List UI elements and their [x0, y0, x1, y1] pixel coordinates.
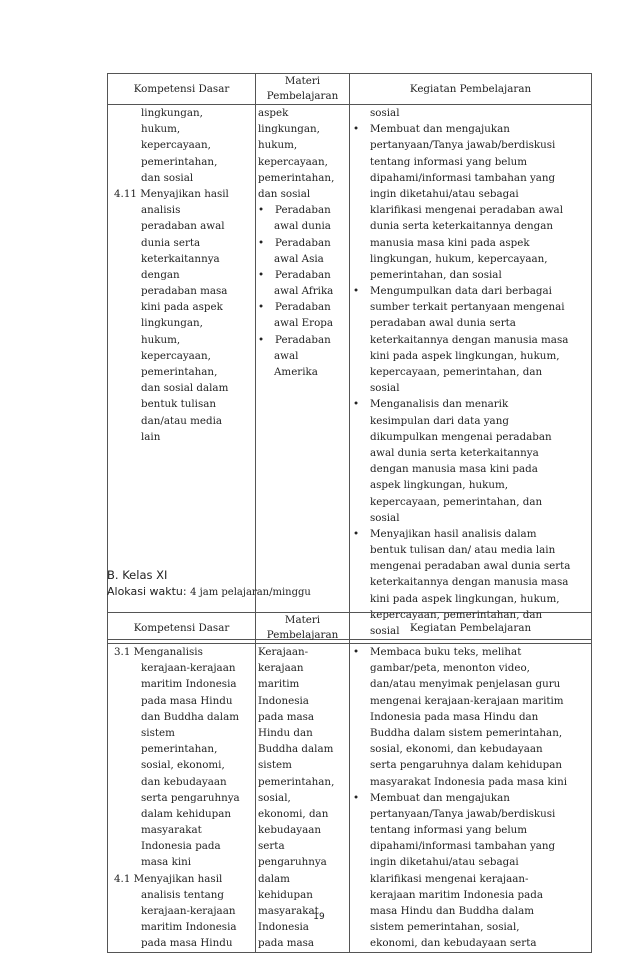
line-text: pemerintahan, — [141, 366, 218, 378]
text-line — [256, 154, 349, 170]
text-line — [256, 709, 349, 725]
text-line — [256, 267, 349, 283]
line-text: sistem — [141, 726, 175, 739]
text-line — [108, 283, 255, 299]
text-line — [256, 348, 349, 364]
text-line — [350, 790, 591, 806]
text-line — [350, 332, 591, 348]
text-line — [108, 725, 255, 741]
line-text: dan sosial — [141, 171, 194, 184]
line-text: masyarakat Indonesia pada masa kini — [370, 775, 567, 788]
text-line — [350, 709, 591, 725]
line-text: sistem pemerintahan, sosial, — [370, 921, 520, 934]
line-text: pemerintahan, — [141, 743, 218, 756]
text-line — [108, 202, 255, 218]
line-text: awal Asia — [274, 252, 324, 265]
line-text: awal Afrika — [274, 285, 334, 298]
line-text: dan sosial — [258, 187, 311, 200]
line-text: keterkaitannya dengan manusia masa — [370, 333, 569, 346]
line-text: dengan manusia masa kini pada — [370, 463, 538, 476]
text-line — [256, 693, 349, 709]
text-line — [256, 725, 349, 741]
text-line — [350, 105, 591, 121]
line-text: masyarakat — [141, 824, 202, 837]
line-text: tentang informasi yang belum — [370, 155, 528, 168]
page-number: 19 — [313, 912, 325, 922]
text-line — [350, 591, 591, 607]
text-line — [108, 741, 255, 757]
table-header-row — [108, 74, 592, 105]
line-text: bentuk tulisan — [141, 398, 217, 411]
line-text: serta pengaruhnya dalam kehidupan — [370, 759, 562, 772]
line-text: Indonesia pada — [141, 840, 221, 853]
line-text: masyarakat — [258, 905, 319, 917]
text-line — [108, 871, 255, 887]
bullet-icon: • — [353, 398, 360, 411]
text-line — [256, 774, 349, 790]
line-text: kepercayaan, pemerintahan, dan — [370, 366, 543, 378]
line-text: Peradaban — [275, 268, 331, 281]
text-line — [256, 105, 349, 121]
text-line — [256, 235, 349, 251]
text-line — [256, 332, 349, 348]
line-text: dunia serta keterkaitannya dengan — [370, 220, 554, 233]
line-text: dan Buddha dalam — [141, 710, 239, 723]
bullet-icon: • — [258, 236, 265, 249]
text-line — [108, 299, 255, 315]
text-line — [108, 154, 255, 170]
text-line — [350, 693, 591, 709]
line-text: pertanyaan/Tanya jawab/berdiskusi — [370, 807, 556, 820]
text-line — [350, 526, 591, 542]
line-text: Peradaban — [275, 301, 331, 314]
bullet-icon: • — [258, 301, 265, 314]
text-line — [350, 741, 591, 757]
text-line — [256, 854, 349, 870]
line-text: klarifikasi mengenai kerajaan- — [370, 872, 529, 885]
text-line — [350, 558, 591, 574]
line-text: mengenai kerajaan-kerajaan maritim — [370, 694, 564, 707]
header-materi-line2: Pembelajaran — [266, 90, 339, 102]
line-text: sosial — [370, 625, 400, 637]
line-text: sosial — [370, 107, 400, 119]
line-text: kerajaan — [258, 662, 304, 675]
text-line — [108, 332, 255, 348]
line-text: lain — [141, 430, 161, 443]
kd-lines — [108, 105, 255, 445]
line-text: mengenai peradaban awal dunia serta — [370, 560, 571, 573]
text-line — [256, 299, 349, 315]
line-text: dan/atau media — [141, 414, 223, 427]
line-text: keterkaitannya dengan manusia masa — [370, 576, 569, 589]
text-line — [350, 137, 591, 153]
line-text: awal — [274, 349, 299, 362]
text-line — [108, 267, 255, 283]
text-line — [256, 315, 349, 331]
line-text: kerajaan-kerajaan — [141, 662, 236, 675]
line-text: Buddha dalam — [258, 743, 334, 756]
line-text: klarifikasi mengenai peradaban awal — [370, 204, 563, 217]
text-line — [350, 364, 591, 380]
text-line — [256, 186, 349, 202]
line-text: Buddha dalam sistem pemerintahan, — [370, 726, 563, 739]
alokasi-waktu-value: 4 jam pelajaran/minggu — [190, 587, 311, 598]
line-text: awal Eropa — [274, 317, 334, 330]
line-text: dan kebudayaan — [141, 775, 227, 788]
text-line — [256, 660, 349, 676]
text-line — [256, 822, 349, 838]
header-kegiatan-pembelajaran: Kegiatan Pembelajaran — [350, 74, 592, 105]
line-text: kepercayaan, — [141, 139, 211, 152]
line-text: dipahami/informasi tambahan yang — [370, 171, 556, 184]
header-materi-line2: Pembelajaran — [266, 629, 339, 641]
bullet-icon: • — [353, 285, 360, 298]
bullet-icon: • — [353, 646, 360, 658]
header-kegiatan-pembelajaran: Kegiatan Pembelajaran — [350, 613, 592, 644]
line-text: keterkaitannya — [141, 252, 220, 265]
line-text: sumber terkait pertanyaan mengenai — [370, 301, 565, 314]
line-text: kehidupan — [258, 888, 313, 901]
text-line — [350, 644, 591, 660]
text-line — [108, 822, 255, 838]
line-text: awal dunia serta keterkaitannya — [370, 446, 539, 459]
line-text: kepercayaan, pemerintahan, dan — [370, 495, 543, 508]
line-text: peradaban masa — [141, 285, 228, 298]
text-line — [350, 854, 591, 870]
text-line — [350, 154, 591, 170]
materi-lines — [256, 644, 349, 952]
text-line — [350, 806, 591, 822]
line-text: masa kini — [141, 856, 192, 869]
text-line — [350, 757, 591, 773]
line-text: 4.1 Menyajikan hasil — [114, 872, 223, 885]
text-line — [256, 790, 349, 806]
text-line — [350, 251, 591, 267]
line-text: pada masa — [258, 710, 315, 723]
text-line — [108, 235, 255, 251]
line-text: kerajaan-kerajaan — [141, 905, 236, 917]
line-text: dikumpulkan mengenai peradaban — [370, 430, 552, 443]
text-line — [108, 838, 255, 854]
line-text: peradaban awal — [141, 220, 225, 233]
header-materi-pembelajaran — [256, 613, 350, 644]
line-text: Kerajaan- — [258, 646, 309, 658]
line-text: aspek — [258, 107, 289, 119]
text-line — [108, 413, 255, 429]
line-text: kepercayaan, — [258, 155, 328, 168]
text-line — [256, 935, 349, 951]
table-kelas-x — [107, 73, 592, 640]
text-line — [350, 315, 591, 331]
line-text: kini pada aspek lingkungan, hukum, — [370, 592, 560, 605]
line-text: maritim Indonesia — [141, 921, 237, 934]
text-line — [108, 644, 255, 660]
cell-materi — [256, 644, 350, 953]
text-line — [350, 121, 591, 137]
text-line — [350, 283, 591, 299]
line-text: Indonesia pada masa Hindu dan — [370, 710, 539, 723]
text-line — [108, 251, 255, 267]
text-line — [256, 202, 349, 218]
text-line — [350, 380, 591, 396]
bullet-icon: • — [353, 123, 360, 136]
text-line — [108, 935, 255, 951]
line-text: pengaruhnya — [258, 856, 327, 869]
text-line — [350, 725, 591, 741]
line-text: kerajaan maritim Indonesia pada — [370, 888, 544, 901]
text-line — [350, 887, 591, 903]
text-line — [108, 806, 255, 822]
line-text: Mengumpulkan data dari berbagai — [370, 285, 552, 298]
table-header-row — [108, 613, 592, 644]
line-text: hukum, — [141, 123, 181, 136]
line-text: ingin diketahui/atau sebagai — [370, 856, 519, 869]
line-text: serta pengaruhnya — [141, 791, 240, 804]
text-line — [256, 741, 349, 757]
line-text: pada masa Hindu — [141, 937, 233, 950]
line-text: 3.1 Menganalisis — [114, 646, 203, 658]
cell-kompetensi-dasar — [108, 644, 256, 953]
text-line — [350, 510, 591, 526]
line-text: ekonomi, dan kebudayaan serta — [370, 937, 537, 950]
line-text: Membuat dan mengajukan — [370, 791, 510, 804]
text-line — [350, 429, 591, 445]
text-line — [350, 477, 591, 493]
text-line — [350, 267, 591, 283]
line-text: Indonesia — [258, 694, 309, 707]
text-line — [256, 251, 349, 267]
line-text: gambar/peta, menonton video, — [370, 662, 530, 675]
text-line — [350, 660, 591, 676]
line-text: manusia masa kini pada aspek — [370, 236, 530, 249]
line-text: masa Hindu dan Buddha dalam — [370, 905, 534, 917]
table-row — [108, 644, 592, 953]
text-line — [350, 445, 591, 461]
line-text: lingkungan, hukum, kepercayaan, — [370, 252, 548, 265]
line-text: dalam kehidupan — [141, 807, 232, 820]
line-text: Indonesia — [258, 921, 309, 934]
table-row — [108, 105, 592, 640]
text-line — [256, 218, 349, 234]
text-line — [256, 871, 349, 887]
header-materi-pembelajaran — [256, 74, 350, 105]
line-text: kini pada aspek — [141, 301, 223, 314]
bullet-icon: • — [258, 204, 265, 217]
materi-lines — [256, 105, 349, 380]
line-text: Amerika — [274, 366, 318, 378]
section-title: B. Kelas XI — [107, 568, 168, 582]
kegiatan-lines — [350, 105, 591, 639]
text-line — [108, 887, 255, 903]
line-text: awal dunia — [274, 220, 331, 233]
line-text: pertanyaan/Tanya jawab/berdiskusi — [370, 139, 556, 152]
text-line — [256, 121, 349, 137]
line-text: analisis tentang — [141, 888, 224, 901]
cell-kompetensi-dasar — [108, 105, 256, 640]
text-line — [256, 676, 349, 692]
line-text: lingkungan, — [258, 123, 320, 136]
table-kelas-xi — [107, 612, 592, 953]
line-text: dengan — [141, 268, 180, 281]
text-line — [108, 105, 255, 121]
line-text: sosial — [370, 511, 400, 524]
text-line — [108, 790, 255, 806]
header-kompetensi-dasar: Kompetensi Dasar — [108, 613, 256, 644]
text-line — [256, 644, 349, 660]
line-text: Menganalisis dan menarik — [370, 398, 509, 411]
text-line — [256, 364, 349, 380]
text-line — [350, 676, 591, 692]
line-text: hukum, — [141, 333, 181, 346]
text-line — [256, 838, 349, 854]
line-text: lingkungan, — [141, 317, 203, 330]
text-line — [256, 283, 349, 299]
bullet-icon: • — [353, 791, 360, 804]
text-line — [350, 774, 591, 790]
line-text: kepercayaan, pemerintahan, dan — [370, 608, 543, 621]
line-text: Peradaban — [275, 333, 331, 346]
line-text: tentang informasi yang belum — [370, 824, 528, 837]
line-text: Membaca buku teks, melihat — [370, 646, 522, 658]
text-line — [350, 202, 591, 218]
line-text: sosial, ekonomi, dan kebudayaan — [370, 743, 543, 756]
cell-kegiatan — [350, 105, 592, 640]
header-kompetensi-dasar: Kompetensi Dasar — [108, 74, 256, 105]
line-text: kini pada aspek lingkungan, hukum, — [370, 349, 560, 362]
line-text: pemerintahan, — [141, 155, 218, 168]
text-line — [350, 413, 591, 429]
text-line — [108, 774, 255, 790]
text-line — [108, 380, 255, 396]
text-line — [256, 806, 349, 822]
line-text: sosial — [370, 382, 400, 395]
line-text: sosial, ekonomi, — [141, 759, 225, 772]
text-line — [108, 121, 255, 137]
line-text: pada masa Hindu — [141, 694, 233, 707]
text-line — [108, 218, 255, 234]
line-text: kepercayaan, — [141, 349, 211, 362]
line-text: aspek lingkungan, hukum, — [370, 479, 509, 492]
line-text: peradaban awal dunia serta — [370, 317, 516, 330]
line-text: lingkungan, — [141, 107, 203, 119]
text-line — [350, 494, 591, 510]
line-text: 4.11 Menyajikan hasil — [114, 187, 229, 200]
header-materi-line1: Materi — [284, 75, 321, 87]
text-line — [350, 218, 591, 234]
text-line — [350, 186, 591, 202]
line-text: sistem — [258, 759, 292, 772]
line-text: dalam — [258, 872, 290, 885]
line-text: pada masa — [258, 937, 315, 950]
text-line — [108, 137, 255, 153]
text-line — [108, 660, 255, 676]
text-line — [256, 887, 349, 903]
line-text: kesimpulan dari data yang — [370, 414, 509, 427]
line-text: bentuk tulisan dan/ atau media lain — [370, 544, 556, 557]
text-line — [350, 396, 591, 412]
line-text: dan sosial dalam — [141, 382, 229, 395]
line-text: dunia serta — [141, 236, 201, 249]
line-text: maritim Indonesia — [141, 678, 237, 691]
text-line — [108, 709, 255, 725]
line-text: dan/atau menyimak penjelasan guru — [370, 678, 561, 691]
text-line — [108, 854, 255, 870]
line-text: serta — [258, 840, 285, 853]
text-line — [108, 693, 255, 709]
text-line — [256, 170, 349, 186]
text-line — [350, 822, 591, 838]
text-line — [108, 364, 255, 380]
line-text: sosial, — [258, 791, 291, 804]
line-text: pemerintahan, — [258, 171, 335, 184]
text-line — [256, 757, 349, 773]
line-text: pemerintahan, — [258, 775, 335, 788]
text-line — [108, 429, 255, 445]
line-text: ingin diketahui/atau sebagai — [370, 187, 519, 200]
line-text: kebudayaan — [258, 824, 322, 837]
bullet-icon: • — [258, 268, 265, 281]
text-line — [350, 299, 591, 315]
text-line — [108, 186, 255, 202]
kd-lines — [108, 644, 255, 952]
text-line — [108, 170, 255, 186]
text-line — [350, 838, 591, 854]
text-line — [108, 348, 255, 364]
alokasi-waktu — [107, 585, 311, 598]
text-line — [350, 871, 591, 887]
line-text: analisis — [141, 204, 181, 217]
cell-kegiatan — [350, 644, 592, 953]
text-line — [350, 542, 591, 558]
line-text: Membuat dan mengajukan — [370, 123, 510, 136]
header-materi-line1: Materi — [284, 614, 321, 626]
line-text: Menyajikan hasil analisis dalam — [370, 527, 537, 540]
text-line — [108, 757, 255, 773]
bullet-icon: • — [258, 333, 265, 346]
line-text: Peradaban — [275, 204, 331, 217]
line-text: hukum, — [258, 139, 298, 152]
text-line — [350, 935, 591, 951]
line-text: ekonomi, dan — [258, 807, 329, 820]
bullet-icon: • — [353, 527, 360, 540]
text-line — [108, 676, 255, 692]
line-text: Peradaban — [275, 236, 331, 249]
alokasi-waktu-label: Alokasi waktu: — [107, 585, 187, 598]
line-text: pemerintahan, dan sosial — [370, 268, 502, 281]
line-text: dipahami/informasi tambahan yang — [370, 840, 556, 853]
text-line — [350, 574, 591, 590]
text-line — [256, 137, 349, 153]
text-line — [350, 348, 591, 364]
text-line — [350, 235, 591, 251]
text-line — [350, 461, 591, 477]
cell-materi — [256, 105, 350, 640]
line-text: maritim — [258, 678, 300, 691]
text-line — [350, 170, 591, 186]
kegiatan-lines — [350, 644, 591, 952]
text-line — [108, 315, 255, 331]
text-line — [108, 396, 255, 412]
line-text: Hindu dan — [258, 726, 313, 739]
